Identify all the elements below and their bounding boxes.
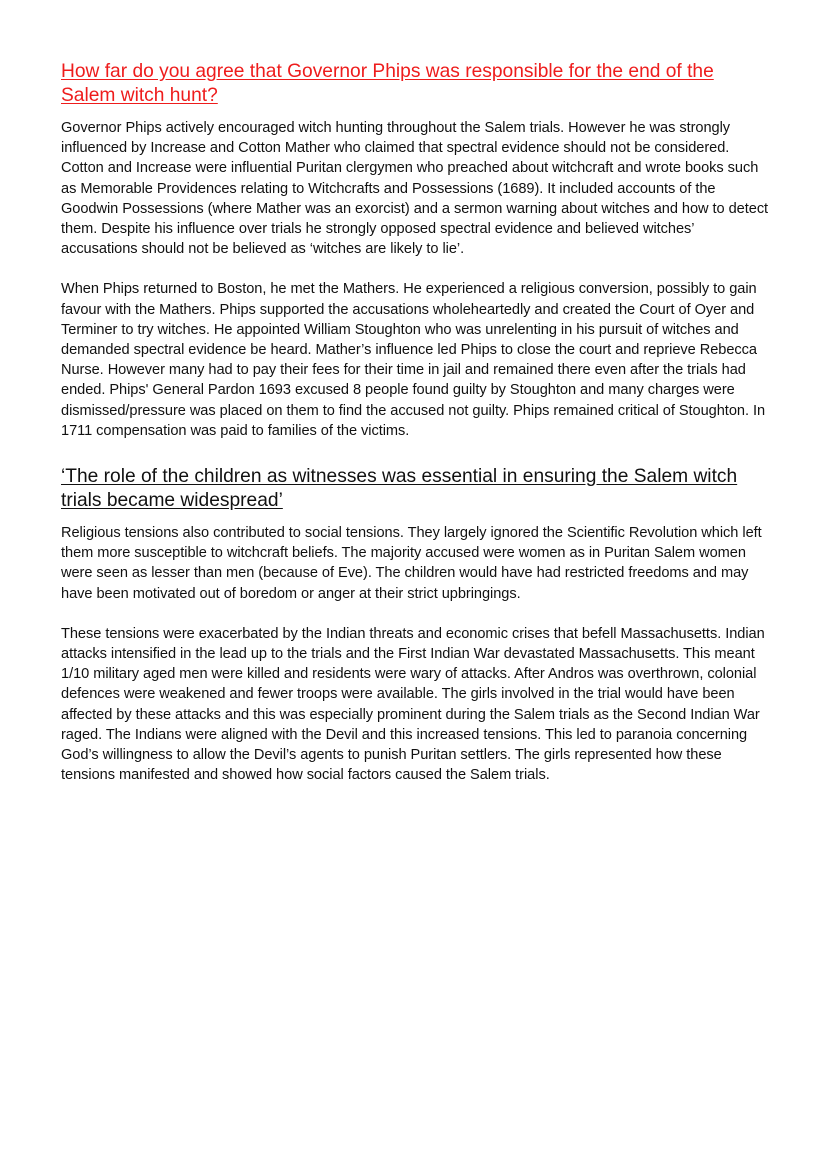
- paragraph-spacer: [61, 604, 773, 624]
- document-page: [61, 60, 773, 785]
- paragraph-mather-influence: Governor Phips actively encouraged witch hunting throughout the Salem trials. However he was strongly influenced by Increase and Cotton Mather who claimed that spectral evidence should not be considered. Cotton and Increase were influential Puritan clergymen who preached about witchcraft and wrote books such as Memorable Providences relating to Witchcrafts and Possessions (1689). It included accounts of the Goodwin Possessions (where Mather was an exorcist) and a sermon warning about witches and how to detect them. Despite his influence over trials he strongly opposed spectral evidence and believed witches’ accusations should not be believed as ‘witches are likely to lie’.: [61, 120, 769, 258]
- paragraph-religious-tensions: Religious tensions also contributed to social tensions. They largely ignored the Scientific Revolution which left them more susceptible to witchcraft beliefs. The majority accused were women as in Puritan Salem women were seen as lesser than men (because of Eve). The children would have had restricted freedoms and may have been motivated out of boredom or anger at their strict upbringings.: [61, 525, 762, 602]
- paragraph-phips-boston: When Phips returned to Boston, he met the Mathers. He experienced a religious conversion, possibly to gain favour with the Mathers. Phips supported the accusations wholeheartedly and created the Court of Oyer and Terminer to try witches. He appointed William Stoughton who was unrelenting in his pursuit of witches and demanded spectral evidence be heard. Mather’s influence led Phips to close the court and reprieve Rebecca Nurse. However many had to pay their fees for their time in jail and remained there even after the trials had ended. Phips' General Pardon 1693 excused 8 people found guilty by Stoughton and many charges were dismissed/pressure was placed on them to find the accused not guilty. Phips remained critical of Stoughton. In 1711 compensation was paid to families of the victims.: [61, 281, 766, 439]
- section-heading-children: ‘The role of the children as witnesses was essential in ensuring the Salem witch trials became widespread’: [61, 466, 738, 512]
- paragraph-spacer: [61, 259, 773, 279]
- section-heading-phips: How far do you agree that Governor Phips was responsible for the end of the Salem witch hunt?: [61, 61, 714, 106]
- section-children-witnesses: [61, 465, 773, 785]
- paragraph-indian-threats: These tensions were exacerbated by the Indian threats and economic crises that befell Massachusetts. Indian attacks intensified in the lead up to the trials and the First Indian War devastated Massachusetts. This meant 1/10 military aged men were killed and residents were wary of attacks. After Andros was overthrown, colonial defences were weakened and fewer troops were available. The girls involved in the trial would have been affected by these attacks and this was especially prominent during the Salem trials as the Second Indian War raged. The Indians were aligned with the Devil and this increased tensions. This led to paranoia concerning God’s willingness to allow the Devil’s agents to punish Puritan settlers. The girls represented how these tensions manifested and showed how social factors caused the Salem trials.: [61, 625, 765, 784]
- section-phips: [61, 60, 773, 441]
